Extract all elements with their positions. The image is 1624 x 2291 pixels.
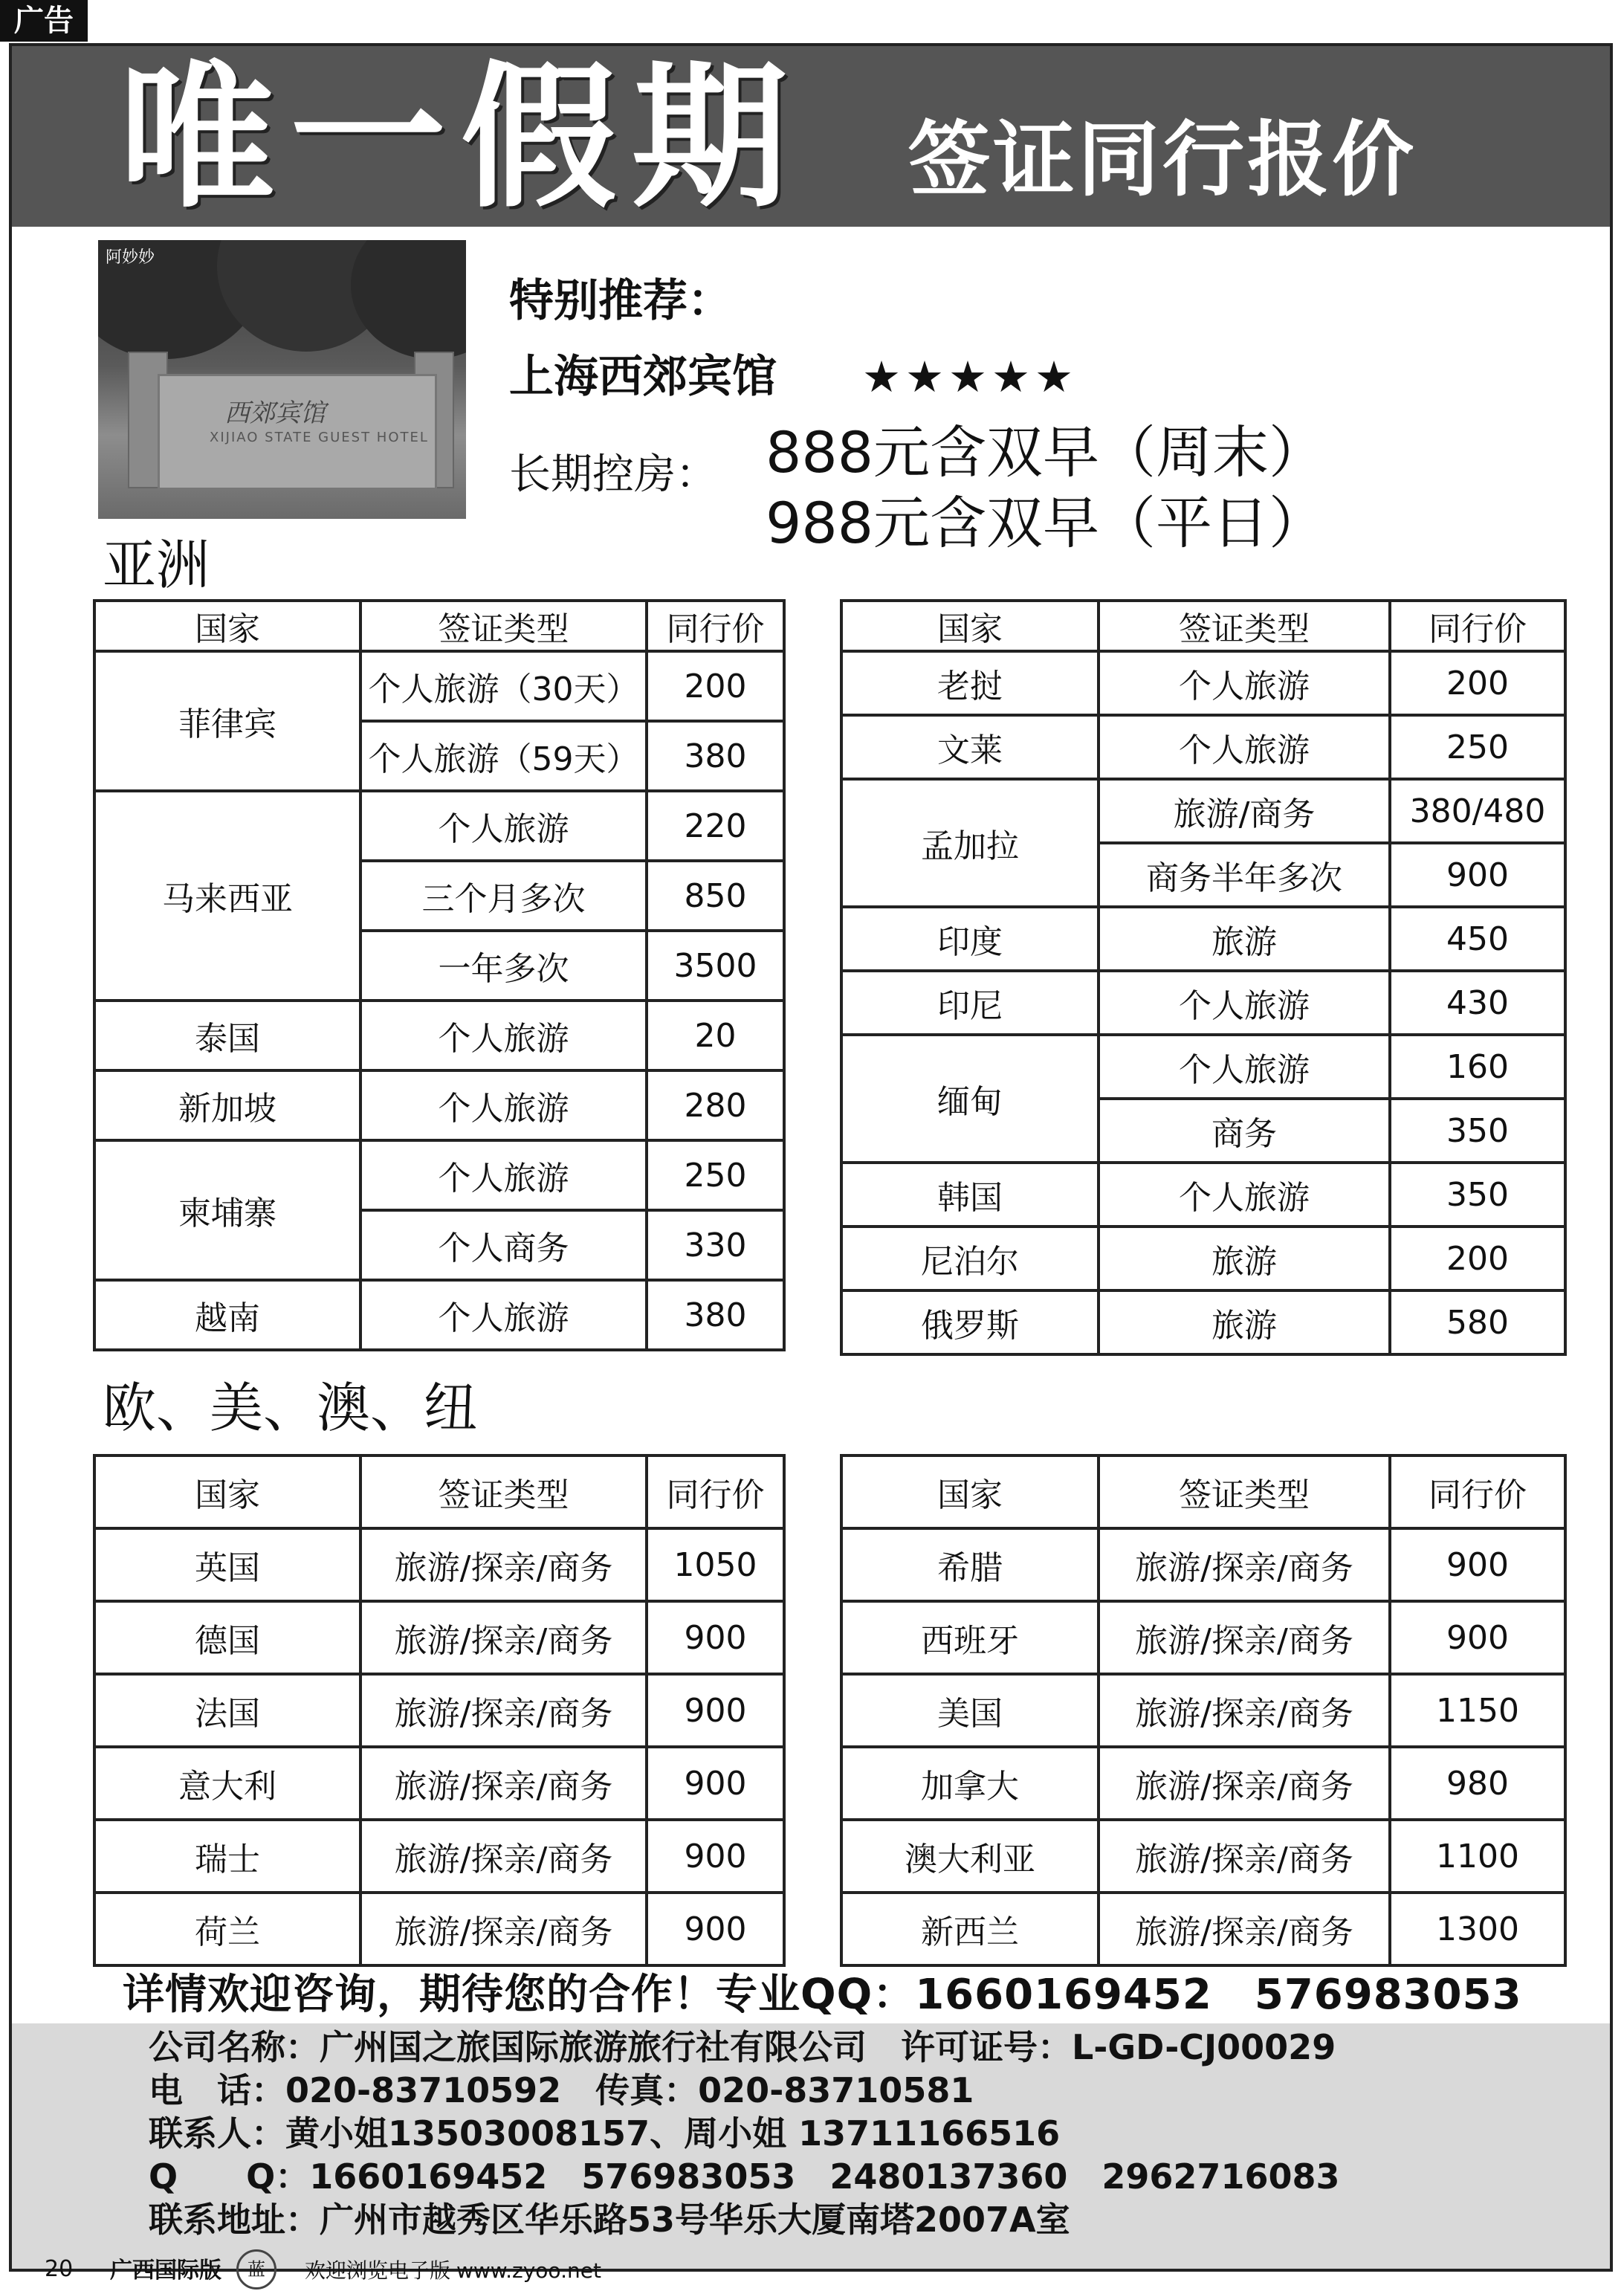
visa-type-cell: 旅游	[1099, 1290, 1390, 1354]
visa-type-cell: 三个月多次	[360, 861, 647, 931]
table-header: 国家	[94, 601, 360, 651]
publication-logo-icon: 蓝	[236, 2249, 276, 2290]
visa-type-cell: 个人旅游（30天）	[360, 651, 647, 721]
star-rating: ★★★★★	[862, 352, 1078, 402]
visa-type-cell: 个人旅游	[1099, 715, 1390, 779]
price-cell: 350	[1390, 1163, 1565, 1227]
country-cell: 泰国	[94, 1001, 360, 1070]
price-cell: 900	[1390, 1601, 1565, 1674]
visa-type-cell: 一年多次	[360, 931, 647, 1001]
table-header: 国家	[841, 1455, 1099, 1528]
section-title-west: 欧、美、澳、纽	[103, 1377, 478, 1439]
visa-type-cell: 个人旅游（59天）	[360, 721, 647, 791]
price-cell: 330	[647, 1210, 784, 1280]
visa-type-cell: 个人旅游	[360, 1140, 647, 1210]
visa-type-cell: 旅游/商务	[1099, 779, 1390, 843]
banner-subtitle: 签证同行报价	[908, 112, 1417, 207]
phone-line: 电 话：020-83710592 传真：020-83710581	[149, 2070, 974, 2110]
visa-type-cell: 旅游/探亲/商务	[360, 1893, 647, 1965]
visa-type-cell: 个人旅游	[1099, 971, 1390, 1035]
price-cell: 160	[1390, 1035, 1565, 1099]
tree-shape	[351, 240, 466, 359]
west-table-left	[93, 1454, 786, 1967]
table-header: 同行价	[1390, 601, 1565, 651]
country-cell: 澳大利亚	[841, 1820, 1099, 1893]
country-cell: 马来西亚	[94, 791, 360, 1001]
country-cell: 尼泊尔	[841, 1227, 1099, 1290]
country-cell: 印度	[841, 907, 1099, 971]
table-header: 签证类型	[360, 601, 647, 651]
price-cell: 900	[647, 1747, 784, 1820]
price-cell: 1050	[647, 1528, 784, 1601]
visa-type-cell: 旅游/探亲/商务	[1099, 1820, 1390, 1893]
table-header: 同行价	[647, 1455, 784, 1528]
price-cell: 250	[647, 1140, 784, 1210]
table-header: 签证类型	[1099, 601, 1390, 651]
price-cell: 900	[647, 1820, 784, 1893]
asia-table-right	[840, 599, 1567, 1356]
price-cell: 380	[647, 721, 784, 791]
visa-type-cell: 旅游/探亲/商务	[1099, 1601, 1390, 1674]
qq-line: Q Q：1660169452 576983053 2480137360 2962716083	[149, 2156, 1340, 2197]
visa-type-cell: 个人旅游	[360, 791, 647, 861]
hotel-price-weekend: 888元含双早（周末）	[766, 419, 1326, 485]
country-cell: 孟加拉	[841, 779, 1099, 907]
visa-type-cell: 旅游/探亲/商务	[1099, 1893, 1390, 1965]
ad-tag: 广告	[0, 0, 88, 42]
visa-type-cell: 旅游	[1099, 907, 1390, 971]
gate-sign-text: 西郊宾馆	[224, 398, 326, 428]
hotel-photo	[98, 240, 466, 519]
price-cell: 980	[1390, 1747, 1565, 1820]
price-cell: 850	[647, 861, 784, 931]
country-cell: 加拿大	[841, 1747, 1099, 1820]
price-cell: 280	[647, 1070, 784, 1140]
visa-type-cell: 旅游/探亲/商务	[360, 1820, 647, 1893]
price-cell: 220	[647, 791, 784, 861]
price-cell: 250	[1390, 715, 1565, 779]
west-table-right	[840, 1454, 1567, 1967]
country-cell: 德国	[94, 1601, 360, 1674]
long-term-label: 长期控房：	[509, 450, 717, 499]
price-cell: 900	[1390, 843, 1565, 907]
visa-type-cell: 旅游	[1099, 1227, 1390, 1290]
country-cell: 韩国	[841, 1163, 1099, 1227]
price-cell: 1100	[1390, 1820, 1565, 1893]
page-number: 20	[45, 2256, 74, 2282]
company-line: 公司名称：广州国之旅国际旅游旅行社有限公司 许可证号：L-GD-CJ00029	[149, 2027, 1336, 2067]
country-cell: 意大利	[94, 1747, 360, 1820]
welcome-text: 欢迎浏览电子版	[305, 2258, 451, 2283]
country-cell: 荷兰	[94, 1893, 360, 1965]
country-cell: 印尼	[841, 971, 1099, 1035]
gate-sign-english: XIJIAO STATE GUEST HOTEL	[210, 430, 429, 445]
visa-type-cell: 个人旅游	[1099, 1163, 1390, 1227]
country-cell: 老挝	[841, 651, 1099, 715]
table-header: 同行价	[647, 601, 784, 651]
table-header: 国家	[94, 1455, 360, 1528]
visa-type-cell: 个人旅游	[360, 1001, 647, 1070]
recommend-hotel: 上海西郊宾馆	[509, 351, 777, 403]
visa-type-cell: 旅游/探亲/商务	[360, 1747, 647, 1820]
visa-type-cell: 个人旅游	[360, 1070, 647, 1140]
visa-type-cell: 旅游/探亲/商务	[1099, 1674, 1390, 1747]
price-cell: 900	[647, 1601, 784, 1674]
country-cell: 新西兰	[841, 1893, 1099, 1965]
country-cell: 法国	[94, 1674, 360, 1747]
country-cell: 英国	[94, 1528, 360, 1601]
price-cell: 350	[1390, 1099, 1565, 1163]
visa-type-cell: 个人旅游	[360, 1280, 647, 1350]
banner-title: 唯一假期	[119, 45, 803, 229]
table-header: 签证类型	[360, 1455, 647, 1528]
country-cell: 西班牙	[841, 1601, 1099, 1674]
country-cell: 文莱	[841, 715, 1099, 779]
price-cell: 200	[1390, 651, 1565, 715]
country-cell: 柬埔寨	[94, 1140, 360, 1280]
price-cell: 380	[647, 1280, 784, 1350]
section-title-asia: 亚洲	[103, 534, 210, 596]
country-cell: 新加坡	[94, 1070, 360, 1140]
country-cell: 俄罗斯	[841, 1290, 1099, 1354]
visa-type-cell: 旅游/探亲/商务	[360, 1674, 647, 1747]
hotel-price-weekday: 988元含双早（平日）	[766, 490, 1326, 556]
visa-type-cell: 个人旅游	[1099, 651, 1390, 715]
visa-type-cell: 旅游/探亲/商务	[1099, 1747, 1390, 1820]
price-cell: 200	[647, 651, 784, 721]
price-cell: 200	[1390, 1227, 1565, 1290]
price-cell: 450	[1390, 907, 1565, 971]
visa-type-cell: 个人旅游	[1099, 1035, 1390, 1099]
table-header: 国家	[841, 601, 1099, 651]
contact-line: 联系人：黄小姐13503008157、周小姐 13711166516	[149, 2113, 1061, 2153]
publication-name: 广西国际版	[110, 2258, 221, 2284]
visa-type-cell: 个人商务	[360, 1210, 647, 1280]
price-cell: 1300	[1390, 1893, 1565, 1965]
country-cell: 美国	[841, 1674, 1099, 1747]
price-cell: 3500	[647, 931, 784, 1001]
visa-type-cell: 商务半年多次	[1099, 843, 1390, 907]
price-cell: 580	[1390, 1290, 1565, 1354]
price-cell: 900	[647, 1893, 784, 1965]
price-cell: 900	[1390, 1528, 1565, 1601]
table-header: 同行价	[1390, 1455, 1565, 1528]
country-cell: 缅甸	[841, 1035, 1099, 1163]
visa-type-cell: 旅游/探亲/商务	[360, 1528, 647, 1601]
consult-line: 详情欢迎咨询，期待您的合作！专业QQ：1660169452 576983053	[123, 1971, 1522, 2019]
photo-credit: 阿妙妙	[106, 248, 155, 267]
recommend-label: 特别推荐：	[509, 275, 732, 327]
table-header: 签证类型	[1099, 1455, 1390, 1528]
country-cell: 菲律宾	[94, 651, 360, 791]
asia-table-left	[93, 599, 786, 1351]
price-cell: 380/480	[1390, 779, 1565, 843]
country-cell: 越南	[94, 1280, 360, 1350]
country-cell: 希腊	[841, 1528, 1099, 1601]
address-line: 联系地址：广州市越秀区华乐路53号华乐大厦南塔2007A室	[149, 2200, 1070, 2240]
visa-type-cell: 旅游/探亲/商务	[360, 1601, 647, 1674]
visa-type-cell: 商务	[1099, 1099, 1390, 1163]
price-cell: 20	[647, 1001, 784, 1070]
country-cell: 瑞士	[94, 1820, 360, 1893]
price-cell: 430	[1390, 971, 1565, 1035]
website-link[interactable]: www.zyoo.net	[456, 2258, 601, 2283]
price-cell: 1150	[1390, 1674, 1565, 1747]
visa-type-cell: 旅游/探亲/商务	[1099, 1528, 1390, 1601]
price-cell: 900	[647, 1674, 784, 1747]
